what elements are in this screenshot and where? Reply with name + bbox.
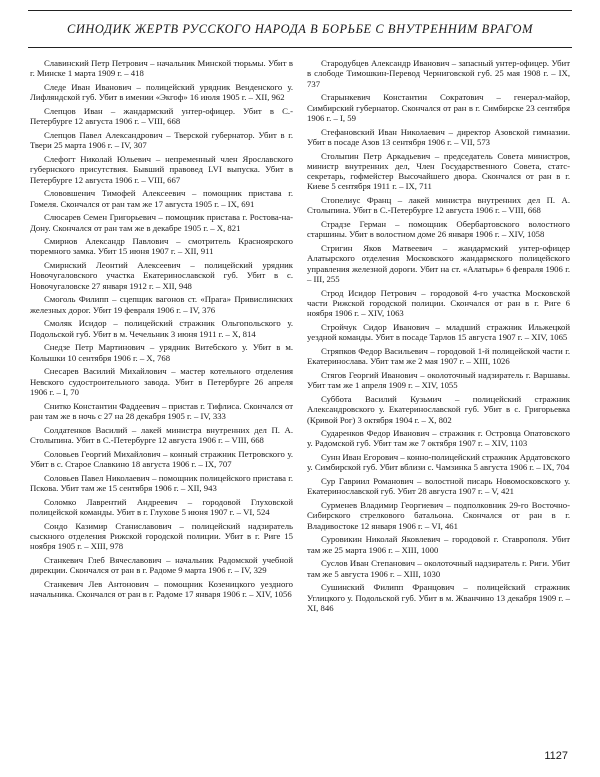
text-columns bbox=[30, 58, 570, 748]
synodic-entry: Славинский Петр Петрович – начальник Минской тюрьмы. Убит в г. Минске 1 марта 1909 г. – 418 bbox=[30, 58, 293, 79]
synodic-entry: Слововшенич Тимофей Алексеевич – помощник пристава г. Гомеля. Скончался от ран там же 17 августа 1905 г. – IX, 691 bbox=[30, 188, 293, 209]
synodic-entry: Слепцов Павел Александрович – Тверской губернатор. Убит в г. Твери 25 марта 1906 г. – IV, 307 bbox=[30, 129, 293, 151]
synodic-entry: Старынкевич Константин Сократович – генерал-майор, Симбирский губернатор. Скончался от ран в г. Симбирске 23 сентября 1906 г. – I, 59 bbox=[307, 92, 570, 123]
synodic-entry: Смоляк Исидор – полицейский стражник Ольгопольского у. Подольской губ. Убит в м. Чечельник 3 июня 1911 г. – X, 814 bbox=[30, 318, 293, 339]
right-column bbox=[307, 58, 570, 748]
synodic-entry: Стригин Яков Матвеевич – жандармский унтер-офицер Алатырского отделения Московского жандармского полицейского управления железной дороги. Убит на ст. «Алатырь» 6 февраля 1906 г. – III, 255 bbox=[307, 243, 570, 284]
synodic-entry: Строд Исидор Петрович – городовой 4-го участка Московской части Рижской городской полиции. Скончался от ран в г. Риге 6 ноября 1906 г. – XIV, 1063 bbox=[307, 287, 570, 319]
synodic-entry: Снитко Константин Фаддеевич – пристав г. Тифлиса. Скончался от ран там же в ночь с 27 на 28 декабря 1905 г. – IV, 333 bbox=[30, 400, 293, 421]
synodic-entry: Суслов Иван Степанович – околоточный надзиратель г. Риги. Убит там же 5 августа 1906 г. – XIII, 1030 bbox=[307, 558, 570, 579]
synodic-entry: Соловьев Павел Николаевич – помощник полицейского пристава г. Пскова. Убит там же 15 сентября 1906 г. – XII, 943 bbox=[30, 472, 293, 493]
synodic-entry: Суровикин Николай Яковлевич – городовой г. Ставрополя. Убит там же 25 марта 1906 г. – XIII, 1000 bbox=[307, 534, 570, 555]
synodic-entry: Стефановский Иван Николаевич – директор Азовской гимназии. Убит в посаде Азов 13 сентября 1906 г. – VII, 573 bbox=[307, 126, 570, 147]
synodic-entry: Сударенков Федор Иванович – стражник г. Островца Опатовского у. Радомской губ. Убит там же 7 октября 1907 г. – XIV, 1103 bbox=[307, 428, 570, 449]
synodic-entry: Стряпков Федор Васильевич – городовой 1-й полицейской части г. Екатеринослава. Убит там же 2 мая 1907 г. – XIII, 1026 bbox=[307, 345, 570, 367]
synodic-entry: Соловьев Георгий Михайлович – конный стражник Петровского у. Убит в с. Старое Славкино 18 августа 1906 г. – IX, 707 bbox=[30, 448, 293, 469]
synodic-entry: Страдзе Герман – помощник Обербартовского волостного старшины. Убит в волостном доме 26 января 1906 г. – XIV, 1058 bbox=[307, 219, 570, 240]
synodic-entry: Стародубцев Александр Иванович – запасный унтер-офицер. Убит в слободе Тимошкин-Перевод Черниговской губ. 25 мая 1908 г. – IX, 737 bbox=[307, 58, 570, 89]
synodic-entry: Стопелиус Франц – лакей министра внутренних дел П. А. Столыпина. Убит в С.-Петербурге 12 августа 1906 г. – VIII, 668 bbox=[307, 195, 570, 216]
synodic-entry: Смирнов Александр Павлович – смотритель Красноярского тюремного замка. Убит 15 июня 1907 г. – XII, 911 bbox=[30, 236, 293, 257]
synodic-entry: Снедзе Петр Мартинович – урядник Витебского у. Убит в м. Колышки 10 сентября 1906 г. – X, 768 bbox=[30, 342, 293, 363]
synodic-entry: Соломко Лаврентий Андреевич – городовой Глуховской полицейской команды. Убит в г. Глухове 5 июня 1907 г. – VI, 524 bbox=[30, 496, 293, 517]
synodic-entry: Следе Иван Иванович – полицейский урядник Венденского у. Лифляндской губ. Убит в имении «Экгоф» 16 июля 1905 г. – XII, 962 bbox=[30, 81, 293, 103]
synodic-entry: Суббота Василий Кузьмич – полицейский стражник Александровского у. Екатеринославской губ. Убит в с. Григорьевка (Кривой Рог) 3 октября 1904 г. – X, 802 bbox=[307, 393, 570, 425]
synodic-entry: Смирнский Леонтий Алексеевич – полицейский урядник Новочугаловского участка Екатеринославской губ. Убит в с. Новочугаловске 27 января 1912 г. – XII, 948 bbox=[30, 260, 293, 291]
synodic-entry: Слефогт Николай Юльевич – непременный член Ярославского губернского присутствия. Бывший правовед LVI выпуска. Убит в Петербурге 12 августа 1906 г. – VIII, 667 bbox=[30, 153, 293, 185]
header-title: СИНОДИК ЖЕРТВ РУССКОГО НАРОДА В БОРЬБЕ С ВНУТРЕННИМ ВРАГОМ bbox=[66, 21, 534, 36]
synodic-entry: Сушинский Филипп Францович – полицейский стражник Углицкого у. Подольской губ. Убит в м. Жванчино 13 декабря 1909 г. – XI, 846 bbox=[307, 582, 570, 613]
synodic-entry: Слепцов Иван – жандармский унтер-офицер. Убит в С.-Петербурге 12 августа 1906 г. – VIII, 668 bbox=[30, 105, 293, 127]
left-column bbox=[30, 58, 293, 748]
synodic-entry: Снесарев Василий Михайлович – мастер котельного отделения Невского судостроительного завода. Убит в Петербурге 26 апреля 1906 г. – I, 70 bbox=[30, 366, 293, 397]
synodic-entry: Станкевич Лев Антонович – помощник Козеницкого уездного начальника. Скончался от ран в г. Радоме 17 января 1906 г. – XIV, 1056 bbox=[30, 578, 293, 600]
page-header bbox=[28, 10, 572, 48]
synodic-entry: Смоголь Филипп – сцепщик вагонов ст. «Прага» Привислинских железных дорог. Убит 19 февраля 1906 г. – IV, 376 bbox=[30, 294, 293, 315]
synodic-entry: Солдатенков Василий – лакей министра внутренних дел П. А. Столыпина. Убит в С.-Петербурге 12 августа 1906 г. – VIII, 668 bbox=[30, 424, 293, 445]
synodic-entry: Сондо Казимир Станиславович – полицейский надзиратель сыскного отделения Рижской городской полиции. Убит в г. Риге 15 ноября 1905 г. – XIII, 978 bbox=[30, 520, 293, 552]
page-number: 1127 bbox=[544, 750, 568, 762]
synodic-entry: Сунн Иван Егорович – конно-полицейский стражник Ардатовского у. Симбирской губ. Убит вблизи с. Чамзинка 5 августа 1906 г. – IX, 704 bbox=[307, 452, 570, 473]
synodic-entry: Станкевич Глеб Вячеславович – начальник Радомской учебной дирекции. Скончался от ран в г. Радоме 9 марта 1906 г. – IV, 329 bbox=[30, 554, 293, 576]
synodic-entry: Стройчук Сидор Иванович – младший стражник Ильжецкой уездной команды. Убит в посаде Тарлов 15 августа 1907 г. – XIV, 1065 bbox=[307, 321, 570, 343]
synodic-entry: Стягов Георгий Иванович – околоточный надзиратель г. Варшавы. Убит там же 1 апреля 1909 г. – XIV, 1055 bbox=[307, 369, 570, 391]
synodic-entry: Сурменев Владимир Георгиевич – подполковник 29-го Восточно-Сибирского стрелкового батальона. Скончался от ран в г. Владивостоке 12 января 1906 г. – VI, 461 bbox=[307, 500, 570, 531]
synodic-entry: Столыпин Петр Аркадьевич – председатель Совета министров, министр внутренних дел, Член Государственного Совета, статс-секретарь, гофмейстер Высочайшего двора. Скончался от ран в г. Киеве 5 сентября 1911 г. – IX, 711 bbox=[307, 150, 570, 192]
synodic-entry: Слюсарев Семен Григорьевич – помощник пристава г. Ростова-на-Дону. Скончался от ран там же в декабре 1905 г. – X, 821 bbox=[30, 212, 293, 233]
synodic-entry: Сур Гавриил Романович – волостной писарь Новомосковского у. Екатеринославской губ. Убит 28 августа 1907 г. – V, 421 bbox=[307, 476, 570, 497]
